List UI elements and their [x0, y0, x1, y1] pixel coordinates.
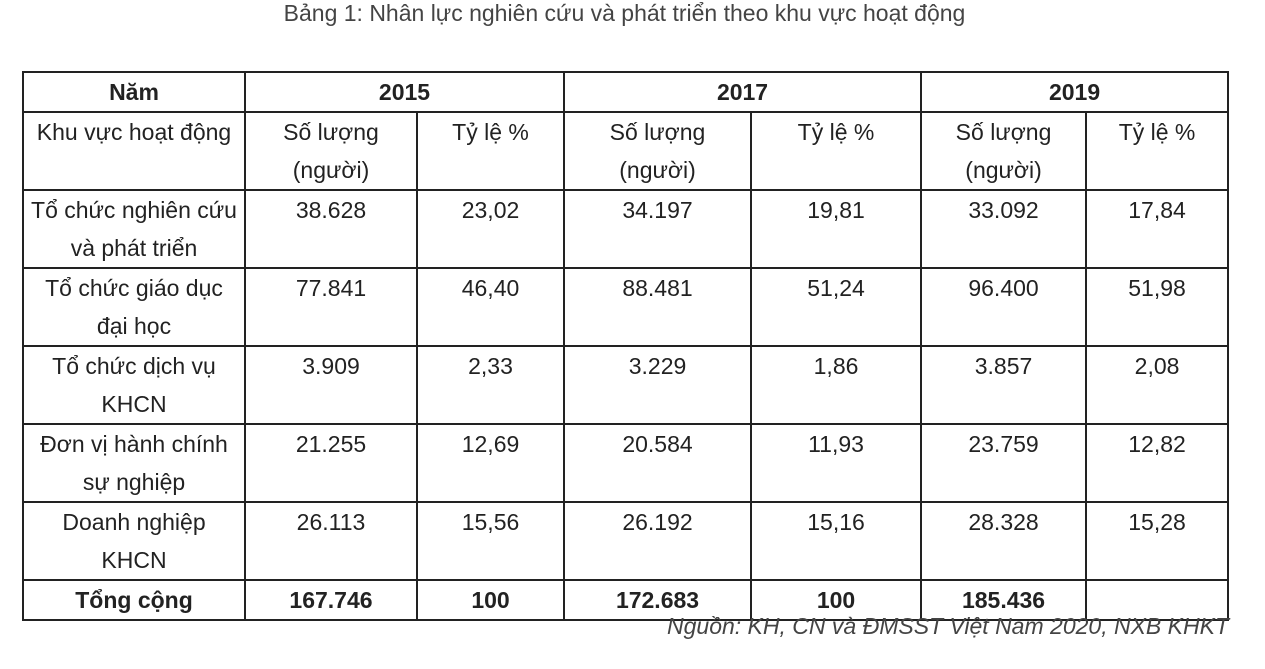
sector-cell: Tổ chức giáo dục đại học [23, 268, 245, 346]
ratio-header-2015: Tỷ lệ % [417, 112, 564, 190]
ratio-header-2017: Tỷ lệ % [751, 112, 921, 190]
year-2015-header: 2015 [245, 72, 564, 112]
count-cell: 33.092 [921, 190, 1086, 268]
source-note: Nguồn: KH, CN và ĐMSST Việt Nam 2020, NXB KHKT [667, 613, 1229, 639]
count-cell: 3.909 [245, 346, 417, 424]
count-cell: 20.584 [564, 424, 751, 502]
sector-cell: Tổ chức nghiên cứu và phát triển [23, 190, 245, 268]
count-cell: 38.628 [245, 190, 417, 268]
count-header-2017: Số lượng (người) [564, 112, 751, 190]
sector-cell: Tổ chức dịch vụ KHCN [23, 346, 245, 424]
ratio-cell: 15,28 [1086, 502, 1228, 580]
count-cell: 88.481 [564, 268, 751, 346]
data-table [22, 71, 1229, 621]
ratio-cell: 15,56 [417, 502, 564, 580]
ratio-cell: 2,33 [417, 346, 564, 424]
sector-label-cell: Khu vực hoạt động [23, 112, 245, 190]
ratio-cell: 51,98 [1086, 268, 1228, 346]
ratio-cell: 15,16 [751, 502, 921, 580]
count-header-2015: Số lượng (người) [245, 112, 417, 190]
ratio-cell: 12,82 [1086, 424, 1228, 502]
total-ratio-2017: 100 [751, 580, 921, 620]
total-count-2017: 172.683 [564, 580, 751, 620]
count-cell: 23.759 [921, 424, 1086, 502]
year-2017-header: 2017 [564, 72, 921, 112]
total-count-2019: 185.436 [921, 580, 1086, 620]
ratio-cell: 51,24 [751, 268, 921, 346]
total-count-2015: 167.746 [245, 580, 417, 620]
count-cell: 3.229 [564, 346, 751, 424]
count-cell: 26.113 [245, 502, 417, 580]
year-header-row [23, 72, 1228, 112]
table-row [23, 190, 1228, 268]
count-cell: 34.197 [564, 190, 751, 268]
ratio-cell: 17,84 [1086, 190, 1228, 268]
count-cell: 77.841 [245, 268, 417, 346]
ratio-cell: 2,08 [1086, 346, 1228, 424]
table-row [23, 268, 1228, 346]
ratio-cell: 46,40 [417, 268, 564, 346]
sector-cell: Đơn vị hành chính sự nghiệp [23, 424, 245, 502]
ratio-cell: 19,81 [751, 190, 921, 268]
ratio-cell: 12,69 [417, 424, 564, 502]
count-header-2019: Số lượng (người) [921, 112, 1086, 190]
table-caption: Bảng 1: Nhân lực nghiên cứu và phát triển theo khu vực hoạt động [283, 0, 966, 26]
total-ratio-2015: 100 [417, 580, 564, 620]
column-header-row [23, 112, 1228, 190]
ratio-header-2019: Tỷ lệ % [1086, 112, 1228, 190]
count-cell: 28.328 [921, 502, 1086, 580]
count-cell: 3.857 [921, 346, 1086, 424]
total-label-cell: Tổng cộng [23, 580, 245, 620]
year-2019-header: 2019 [921, 72, 1228, 112]
table-row [23, 502, 1228, 580]
ratio-cell: 1,86 [751, 346, 921, 424]
year-label-cell: Năm [23, 72, 245, 112]
sector-cell: Doanh nghiệp KHCN [23, 502, 245, 580]
count-cell: 26.192 [564, 502, 751, 580]
count-cell: 21.255 [245, 424, 417, 502]
ratio-cell: 11,93 [751, 424, 921, 502]
table-row [23, 346, 1228, 424]
count-cell: 96.400 [921, 268, 1086, 346]
ratio-cell: 23,02 [417, 190, 564, 268]
table-row [23, 424, 1228, 502]
